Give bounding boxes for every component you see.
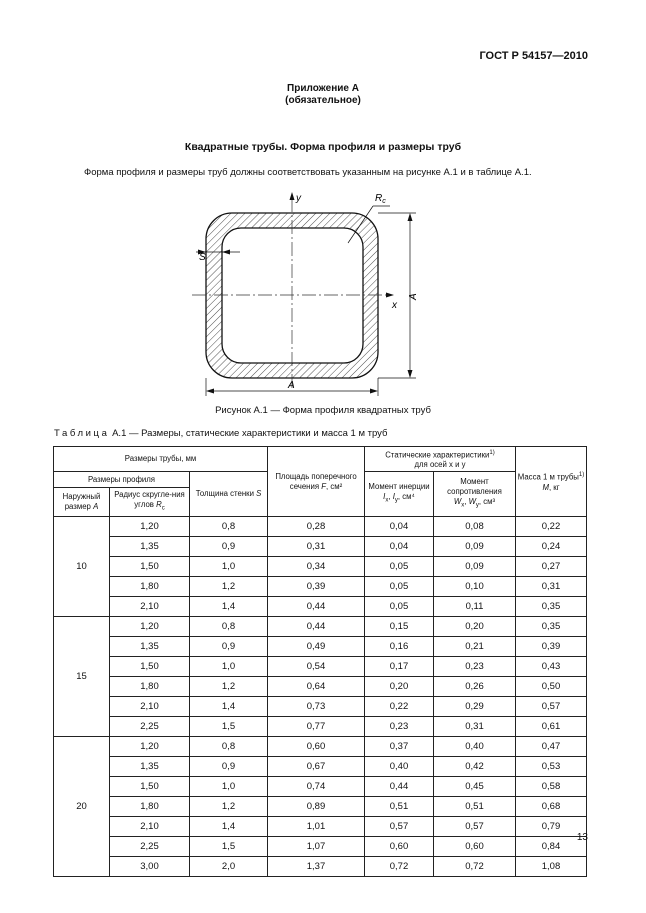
hdr-pipe-dims: Размеры трубы, мм xyxy=(54,447,268,472)
table-cell: 1,4 xyxy=(190,817,268,837)
table-cell: 0,22 xyxy=(365,697,434,717)
table-cell: 0,60 xyxy=(268,737,365,757)
table-cell: 0,44 xyxy=(365,777,434,797)
table-cell: 0,44 xyxy=(268,617,365,637)
table-row xyxy=(54,637,587,657)
table-cell: 0,34 xyxy=(268,557,365,577)
section-title: Квадратные трубы. Форма профиля и размеры труб xyxy=(184,141,462,153)
table-cell: 0,31 xyxy=(268,537,365,557)
table-cell: 0,79 xyxy=(516,817,587,837)
table-cell: 1,2 xyxy=(190,577,268,597)
table-caption: Таблица А.1 — Размеры, статические характеристики и масса 1 м труб xyxy=(54,428,388,439)
table-cell: 0,20 xyxy=(434,617,516,637)
table-cell: 0,39 xyxy=(268,577,365,597)
table-cell: 0,39 xyxy=(516,637,587,657)
table-cell: 1,2 xyxy=(190,797,268,817)
table-row xyxy=(54,797,587,817)
table-cell: 0,31 xyxy=(516,577,587,597)
table-cell: 2,10 xyxy=(110,817,190,837)
table-cell: 0,8 xyxy=(190,517,268,537)
table-cell: 0,49 xyxy=(268,637,365,657)
table-row xyxy=(54,577,587,597)
table-cell: 0,9 xyxy=(190,537,268,557)
hdr-mass: Масса 1 м трубы$^{1)}$ M, кг xyxy=(516,447,587,517)
table-cell: 0,8 xyxy=(190,737,268,757)
table-cell: 0,84 xyxy=(516,837,587,857)
table-cell: 0,16 xyxy=(365,637,434,657)
table-cell: 1,50 xyxy=(110,777,190,797)
table-cell: 0,15 xyxy=(365,617,434,637)
table-cell: 1,50 xyxy=(110,557,190,577)
standard-number: ГОСТ Р 54157—2010 xyxy=(479,50,588,62)
table-cell: 1,5 xyxy=(190,837,268,857)
table-row xyxy=(54,837,587,857)
table-cell: 0,20 xyxy=(365,677,434,697)
table-row xyxy=(54,557,587,577)
table-cell: 2,10 xyxy=(110,597,190,617)
table-cell: 1,80 xyxy=(110,677,190,697)
table-cell: 1,0 xyxy=(190,777,268,797)
table-cell: 0,04 xyxy=(365,517,434,537)
table-cell: 1,0 xyxy=(190,557,268,577)
table-cell: 1,35 xyxy=(110,757,190,777)
table-row xyxy=(54,857,587,877)
table-cell: 0,23 xyxy=(434,657,516,677)
svg-text:Rc xyxy=(375,193,386,205)
hdr-outer-size: Наружный размер A xyxy=(54,488,110,517)
hdr-profile: Размеры профиля xyxy=(54,472,190,488)
table-row xyxy=(54,697,587,717)
table-cell: 0,57 xyxy=(434,817,516,837)
table-cell: 0,29 xyxy=(434,697,516,717)
figure-caption: Рисунок А.1 — Форма профиля квадратных труб xyxy=(215,405,431,416)
table-cell: 1,2 xyxy=(190,677,268,697)
table-cell: 0,04 xyxy=(365,537,434,557)
table-row xyxy=(54,777,587,797)
table-cell: 0,09 xyxy=(434,557,516,577)
table-cell: 0,72 xyxy=(365,857,434,877)
hdr-corner-radius: Радиус скругле-ния углов $R_c$ xyxy=(110,488,190,517)
table-cell: 1,0 xyxy=(190,657,268,677)
table-cell: 0,54 xyxy=(268,657,365,677)
intro-paragraph: Форма профиля и размеры труб должны соответствовать указанным на рисунке А.1 и в таблице А.1. xyxy=(84,167,532,178)
table-cell: 0,11 xyxy=(434,597,516,617)
hdr-wall: Толщина стенки S xyxy=(190,472,268,517)
table-cell: 0,51 xyxy=(365,797,434,817)
appendix-title: Приложение А xyxy=(287,83,359,94)
table-cell: 1,50 xyxy=(110,657,190,677)
table-cell: 1,4 xyxy=(190,597,268,617)
table-cell: 0,26 xyxy=(434,677,516,697)
table-cell: 0,37 xyxy=(365,737,434,757)
table-cell: 0,61 xyxy=(516,717,587,737)
table-cell: 0,67 xyxy=(268,757,365,777)
table-cell: 0,35 xyxy=(516,597,587,617)
table-cell: 1,20 xyxy=(110,617,190,637)
table-cell: 0,05 xyxy=(365,577,434,597)
table-row xyxy=(54,757,587,777)
width-label: A xyxy=(288,380,295,391)
table-cell: 1,01 xyxy=(268,817,365,837)
table-cell: 1,20 xyxy=(110,737,190,757)
table-cell: 0,08 xyxy=(434,517,516,537)
table-cell: 0,35 xyxy=(516,617,587,637)
table-cell: 0,51 xyxy=(434,797,516,817)
table-cell: 1,35 xyxy=(110,537,190,557)
table-cell: 0,42 xyxy=(434,757,516,777)
table-cell: 0,44 xyxy=(268,597,365,617)
wall-label: S xyxy=(199,252,206,263)
table-cell: 0,09 xyxy=(434,537,516,557)
table-cell: 0,43 xyxy=(516,657,587,677)
outer-size-cell: 20 xyxy=(54,737,110,877)
table-cell: 0,77 xyxy=(268,717,365,737)
height-label: A xyxy=(408,293,419,300)
outer-size-cell: 15 xyxy=(54,617,110,737)
table-cell: 0,68 xyxy=(516,797,587,817)
appendix-subtitle: (обязательное) xyxy=(285,95,361,106)
table-cell: 0,27 xyxy=(516,557,587,577)
table-cell: 0,24 xyxy=(516,537,587,557)
profile-drawing xyxy=(180,186,430,401)
table-cell: 1,35 xyxy=(110,637,190,657)
table-cell: 0,40 xyxy=(434,737,516,757)
table-cell: 0,60 xyxy=(365,837,434,857)
table-cell: 2,25 xyxy=(110,837,190,857)
table-row xyxy=(54,717,587,737)
table-cell: 1,37 xyxy=(268,857,365,877)
table-row xyxy=(54,517,587,537)
table-cell: 0,73 xyxy=(268,697,365,717)
table-cell: 1,07 xyxy=(268,837,365,857)
table-cell: 0,57 xyxy=(365,817,434,837)
table-cell: 0,40 xyxy=(365,757,434,777)
table-cell: 0,10 xyxy=(434,577,516,597)
radius-label: R xyxy=(375,193,383,204)
table-cell: 0,8 xyxy=(190,617,268,637)
table-cell: 0,64 xyxy=(268,677,365,697)
table-cell: 0,53 xyxy=(516,757,587,777)
table-cell: 1,5 xyxy=(190,717,268,737)
table-cell: 0,31 xyxy=(434,717,516,737)
table-cell: 1,20 xyxy=(110,517,190,537)
table-cell: 0,50 xyxy=(516,677,587,697)
outer-size-cell: 10 xyxy=(54,517,110,617)
table-row xyxy=(54,657,587,677)
table-row xyxy=(54,617,587,637)
table-cell: 0,89 xyxy=(268,797,365,817)
table-cell: 0,74 xyxy=(268,777,365,797)
table-cell: 1,4 xyxy=(190,697,268,717)
x-axis-label: x xyxy=(392,300,397,311)
hdr-static: Статические характеристики$^{1)}$ для осей x и y xyxy=(365,447,516,472)
page-number: 13 xyxy=(576,832,588,843)
table-cell: 0,28 xyxy=(268,517,365,537)
table-cell: 0,23 xyxy=(365,717,434,737)
table-cell: 0,21 xyxy=(434,637,516,657)
table-cell: 2,0 xyxy=(190,857,268,877)
table-row xyxy=(54,537,587,557)
table-cell: 0,45 xyxy=(434,777,516,797)
hdr-inertia: Момент инерции $I_x$, $I_y$, см⁴ xyxy=(365,472,434,517)
table-cell: 0,9 xyxy=(190,757,268,777)
table-cell: 0,72 xyxy=(434,857,516,877)
table-cell: 0,17 xyxy=(365,657,434,677)
table-cell: 0,05 xyxy=(365,597,434,617)
table-cell: 2,10 xyxy=(110,697,190,717)
table-cell: 1,08 xyxy=(516,857,587,877)
table-cell: 0,58 xyxy=(516,777,587,797)
table-row xyxy=(54,677,587,697)
hdr-area: Площадь поперечного сечения F, см² xyxy=(268,447,365,517)
hdr-resist: Момент сопротивления $W_x$, $W_y$, см³ xyxy=(434,472,516,517)
table-cell: 0,57 xyxy=(516,697,587,717)
y-axis-label: y xyxy=(296,193,301,204)
dimensions-table xyxy=(53,446,587,877)
table-cell: 0,60 xyxy=(434,837,516,857)
table-cell: 0,47 xyxy=(516,737,587,757)
table-cell: 0,9 xyxy=(190,637,268,657)
table-cell: 0,05 xyxy=(365,557,434,577)
table-cell: 3,00 xyxy=(110,857,190,877)
table-cell: 1,80 xyxy=(110,577,190,597)
table-row xyxy=(54,737,587,757)
table-cell: 1,80 xyxy=(110,797,190,817)
table-row xyxy=(54,597,587,617)
radius-label-sub: c xyxy=(382,198,386,205)
table-cell: 2,25 xyxy=(110,717,190,737)
table-row xyxy=(54,817,587,837)
table-cell: 0,22 xyxy=(516,517,587,537)
